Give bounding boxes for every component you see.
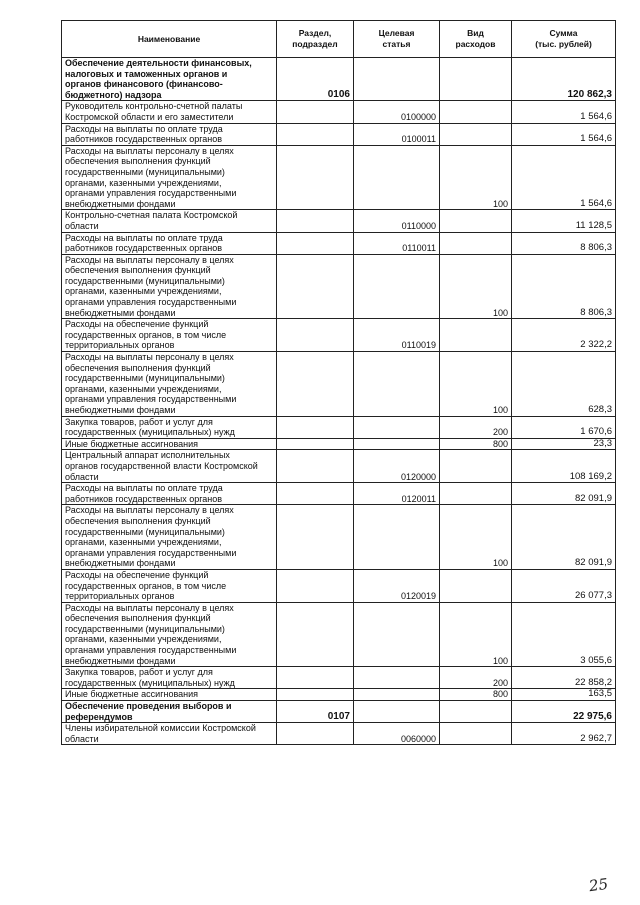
row-sum: 1 670,6 (512, 416, 616, 438)
row-name: Расходы на выплаты персоналу в целях обеспечения выполнения функций государственными (муниципальными) органами, казенными учреждениями, органами управления государственными внебюджетными фондами (62, 145, 277, 210)
budget-table (61, 20, 616, 745)
row-article (354, 701, 440, 723)
header-name: Наименование (62, 21, 277, 58)
row-type (440, 232, 512, 254)
row-article: 0100000 (354, 101, 440, 123)
row-name: Обеспечение проведения выборов и референдумов (62, 701, 277, 723)
row-article: 0110000 (354, 210, 440, 232)
row-name: Расходы на выплаты персоналу в целях обеспечения выполнения функций государственными (муниципальными) органами, казенными учреждениями, органами управления государственными внебюджетными фондами (62, 352, 277, 417)
table-row (62, 505, 616, 570)
row-name: Расходы на обеспечение функций государственных органов, в том числе территориальных органов (62, 319, 277, 352)
table-row (62, 416, 616, 438)
row-article: 0060000 (354, 723, 440, 745)
row-section (277, 319, 354, 352)
row-sum: 8 806,3 (512, 232, 616, 254)
row-section (277, 145, 354, 210)
row-name: Расходы на выплаты персоналу в целях обеспечения выполнения функций государственными (муниципальными) органами, казенными учреждениями, органами управления государственными внебюджетными фондами (62, 505, 277, 570)
table-row (62, 438, 616, 450)
table-row (62, 483, 616, 505)
row-sum: 11 128,5 (512, 210, 616, 232)
row-sum: 1 564,6 (512, 145, 616, 210)
table-row (62, 254, 616, 319)
row-article: 0120019 (354, 569, 440, 602)
row-sum: 108 169,2 (512, 450, 616, 483)
row-type: 100 (440, 505, 512, 570)
row-section (277, 352, 354, 417)
row-sum: 3 055,6 (512, 602, 616, 667)
table-row (62, 101, 616, 123)
row-section (277, 438, 354, 450)
table-row (62, 145, 616, 210)
row-type (440, 701, 512, 723)
row-type (440, 483, 512, 505)
row-name: Расходы на обеспечение функций государственных органов, в том числе территориальных органов (62, 569, 277, 602)
row-type: 100 (440, 352, 512, 417)
header-section: Раздел, подраздел (277, 21, 354, 58)
row-article: 0100011 (354, 123, 440, 145)
row-type (440, 101, 512, 123)
row-type (440, 450, 512, 483)
row-article (354, 254, 440, 319)
row-sum: 82 091,9 (512, 483, 616, 505)
row-sum: 23,3 (512, 438, 616, 450)
row-section: 0106 (277, 58, 354, 101)
table-row (62, 232, 616, 254)
table-row (62, 569, 616, 602)
row-article (354, 416, 440, 438)
table-row (62, 689, 616, 701)
table-header (62, 21, 616, 58)
row-name: Члены избирательной комиссии Костромской области (62, 723, 277, 745)
row-article (354, 58, 440, 101)
row-article (354, 689, 440, 701)
row-type: 100 (440, 602, 512, 667)
row-sum: 22 975,6 (512, 701, 616, 723)
row-name: Иные бюджетные ассигнования (62, 438, 277, 450)
row-sum: 2 962,7 (512, 723, 616, 745)
row-section (277, 232, 354, 254)
row-name: Руководитель контрольно-счетной палаты Костромской области и его заместители (62, 101, 277, 123)
row-name: Расходы на выплаты по оплате труда работников государственных органов (62, 232, 277, 254)
header-article: Целевая статья (354, 21, 440, 58)
row-section (277, 254, 354, 319)
row-sum: 2 322,2 (512, 319, 616, 352)
table-row (62, 667, 616, 689)
row-type: 100 (440, 254, 512, 319)
row-section (277, 101, 354, 123)
row-section (277, 483, 354, 505)
row-article (354, 438, 440, 450)
row-section (277, 123, 354, 145)
row-type: 200 (440, 416, 512, 438)
row-name: Расходы на выплаты по оплате труда работников государственных органов (62, 123, 277, 145)
row-section (277, 723, 354, 745)
row-sum: 163,5 (512, 689, 616, 701)
page-number: 25 (587, 874, 610, 896)
table-row (62, 123, 616, 145)
row-section (277, 667, 354, 689)
row-name: Контрольно-счетная палата Костромской области (62, 210, 277, 232)
row-section (277, 450, 354, 483)
row-name: Расходы на выплаты персоналу в целях обеспечения выполнения функций государственными (муниципальными) органами, казенными учреждениями, органами управления государственными внебюджетными фондами (62, 602, 277, 667)
row-type (440, 58, 512, 101)
row-article (354, 145, 440, 210)
row-section (277, 210, 354, 232)
header-type: Вид расходов (440, 21, 512, 58)
row-article (354, 352, 440, 417)
table-row (62, 602, 616, 667)
row-type (440, 319, 512, 352)
row-section: 0107 (277, 701, 354, 723)
row-name: Закупка товаров, работ и услуг для государственных (муниципальных) нужд (62, 416, 277, 438)
row-sum: 82 091,9 (512, 505, 616, 570)
row-name: Центральный аппарат исполнительных органов государственной власти Костромской области (62, 450, 277, 483)
table-body (62, 58, 616, 745)
row-section (277, 569, 354, 602)
row-article: 0110019 (354, 319, 440, 352)
row-name: Обеспечение деятельности финансовых, налоговых и таможенных органов и органов финансового (финансово- бюджетного) надзора (62, 58, 277, 101)
row-article (354, 505, 440, 570)
row-name: Расходы на выплаты персоналу в целях обеспечения выполнения функций государственными (муниципальными) органами, казенными учреждениями, органами управления государственными внебюджетными фондами (62, 254, 277, 319)
row-sum: 1 564,6 (512, 101, 616, 123)
table-row (62, 450, 616, 483)
table-row (62, 210, 616, 232)
table-row (62, 58, 616, 101)
row-sum: 8 806,3 (512, 254, 616, 319)
row-section (277, 416, 354, 438)
row-type: 800 (440, 438, 512, 450)
row-sum: 120 862,3 (512, 58, 616, 101)
row-name: Иные бюджетные ассигнования (62, 689, 277, 701)
row-sum: 628,3 (512, 352, 616, 417)
row-type (440, 569, 512, 602)
row-sum: 22 858,2 (512, 667, 616, 689)
row-article: 0120000 (354, 450, 440, 483)
table-row (62, 723, 616, 745)
row-section (277, 505, 354, 570)
table-row (62, 352, 616, 417)
row-section (277, 689, 354, 701)
row-article: 0120011 (354, 483, 440, 505)
row-type (440, 210, 512, 232)
row-type (440, 723, 512, 745)
row-type: 200 (440, 667, 512, 689)
row-type: 800 (440, 689, 512, 701)
row-article (354, 667, 440, 689)
row-name: Закупка товаров, работ и услуг для государственных (муниципальных) нужд (62, 667, 277, 689)
header-sum: Сумма (тыс. рублей) (512, 21, 616, 58)
table-row (62, 319, 616, 352)
row-name: Расходы на выплаты по оплате труда работников государственных органов (62, 483, 277, 505)
table-row (62, 701, 616, 723)
row-section (277, 602, 354, 667)
row-type: 100 (440, 145, 512, 210)
row-sum: 1 564,6 (512, 123, 616, 145)
row-article: 0110011 (354, 232, 440, 254)
row-type (440, 123, 512, 145)
row-sum: 26 077,3 (512, 569, 616, 602)
row-article (354, 602, 440, 667)
